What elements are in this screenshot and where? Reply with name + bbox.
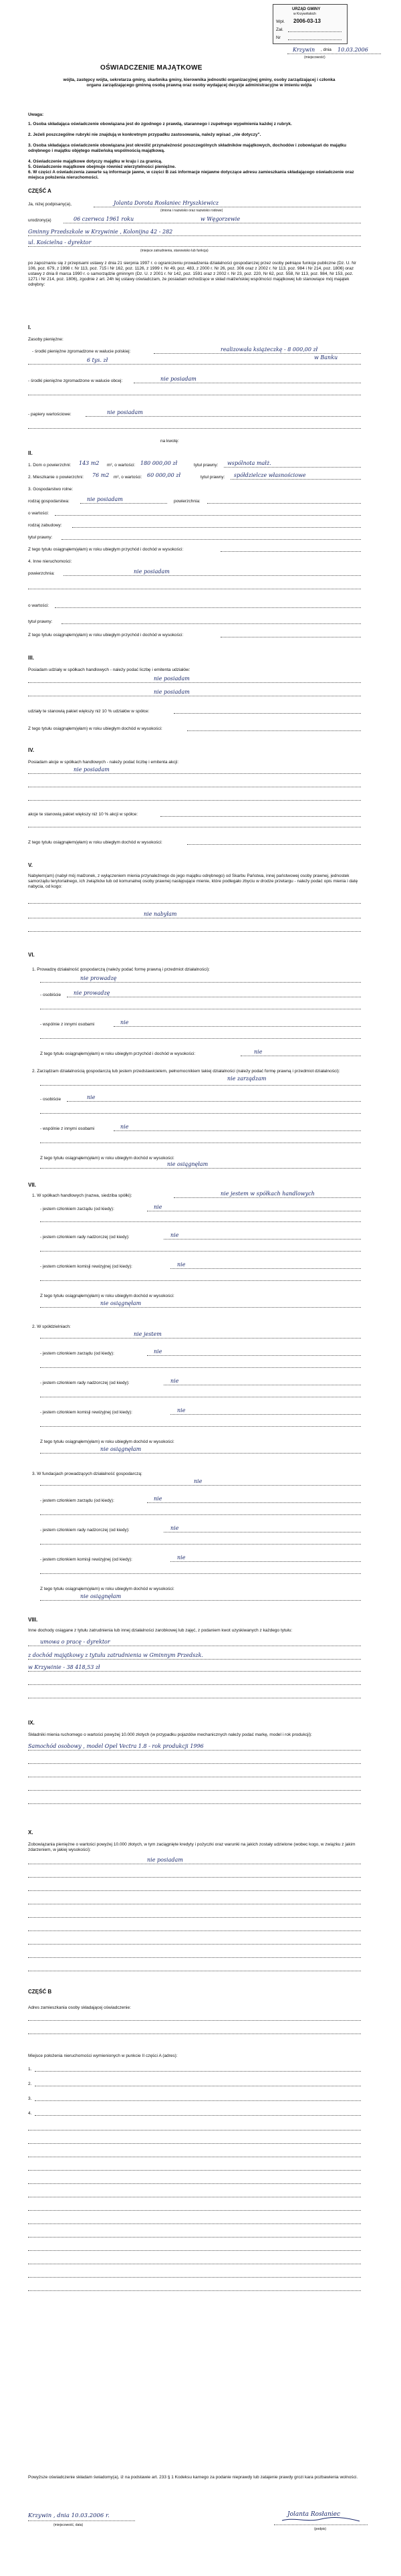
coops-audit-value: nie — [177, 1407, 186, 1413]
flat-value: 60 000,00 zł — [147, 472, 181, 478]
companies-income-label: Z tego tytułu osiągnąłem(ęłam) w roku ubiegłym dochód w wysokości: — [40, 1294, 174, 1298]
management-income-label: Z tego tytułu osiągnąłem(ęłam) w roku ubiegłym dochód w wysokości: — [40, 1156, 174, 1161]
foundations-audit-label: - jestem członkiem komisji rewizyjnej (od kiedy): — [40, 1557, 132, 1562]
coops-income-label: Z tego tytułu osiągnąłem(ęłam) w roku ubiegłym dochód w wysokości: — [40, 1440, 174, 1444]
farm-type-value: nie posiadam — [87, 496, 123, 502]
coops-audit-label: - jestem członkiem komisji rewizyjnej (od kiedy): — [40, 1410, 132, 1415]
stamp-received-label: Wpł. — [276, 19, 285, 24]
management-joint-label: - wspólnie z innymi osobami — [40, 1126, 95, 1131]
workplace-line-1: Gminny Przedszkole w Krzywinie , Kolonijna 42 - 282 — [28, 229, 173, 235]
liabilities-value: nie posiadam — [147, 1857, 183, 1863]
note-2: 2. Jeżeli poszczególne rubryki nie znajdują w konkretnym przypadku zastosowania, należy wpisać „nie dotyczy". — [28, 132, 261, 137]
house-value: 180 000,00 zł — [140, 460, 178, 466]
other-income-label: Z tego tytułu osiągnąłem(ęłam) w roku ubiegłym przychód i dochód w wysokości: — [28, 633, 184, 637]
section-8-title: VIII. — [28, 1617, 38, 1623]
cash-foreign-label: - środki pieniężne zgromadzone w walucie obcej: — [28, 379, 123, 383]
management-personal-label: - osobiście — [40, 1097, 61, 1102]
companies-audit-label: - jestem członkiem komisji rewizyjnej (od kiedy): — [40, 1264, 132, 1269]
cash-pln-value: realizowała książeczkę - 8 000,00 zł — [221, 346, 318, 353]
stamp-town: w Krzywińskich — [293, 12, 316, 16]
other-title-label: tytuł prawny: — [28, 619, 53, 624]
coops-label: 2. W spółdzielniach: — [32, 1324, 71, 1329]
stamp-received-date: 2006-03-13 — [293, 18, 321, 24]
business-value: nie prowadzę — [80, 975, 117, 981]
farm-type-label: rodzaj gospodarstwa: — [28, 499, 70, 504]
coops-value: nie jestem — [134, 1331, 162, 1337]
foundations-board-label: - jestem członkiem zarządu (od kiedy): — [40, 1498, 114, 1503]
footer-place-date: Krzywin , dnia 10.03.2006 r. — [28, 2512, 110, 2519]
farm-worth-label: o wartości: — [28, 511, 49, 516]
birth-place: w Węgorzewie — [200, 216, 241, 222]
location-1: 1. — [28, 2067, 32, 2072]
movables-text: Składniki mienia ruchomego o wartości powyżej 10.000 złotych (w przypadku pojazdów mechanicznych należy podać markę, model i rok produkcji): — [28, 1732, 312, 1737]
acquired-property-text: Nabyłem(am) (nabył mój małżonek, z wyłączeniem mienia przynależnego do jego majątku odrębnego) od Skarbu Państwa, innej państwowej osoby prawnej, jednostek samorządu terytorialnego, ich związków lub od komunalnej osoby prawnej następujące mienie, które podlegało zbyciu w drodze przetargu - należy podać opis mienia i datę nabycia, od kogo: — [28, 874, 358, 889]
foundations-value: nie — [194, 1478, 203, 1484]
section-9-title: IX. — [28, 1720, 35, 1726]
note-5: 5. Oświadczenie majątkowe obejmuje również wierzytelności pieniężne. — [28, 165, 176, 169]
companies-value: nie jestem w spółkach handlowych — [221, 1191, 315, 1197]
registry-stamp — [273, 4, 348, 44]
legal-basis: po zapoznaniu się z przepisami ustawy z dnia 21 sierpnia 1997 r. o ograniczeniu prowadzenia działalności gospodarczej przez osoby pełniące funkcje publiczne (Dz. U. Nr 106, poz. 679, z 1998 r. Nr 113, poz. 715 i Nr 162, poz. 1126, z 1999 r. Nr 49, poz. 483, z 2000 r. Nr 26, poz. 306 oraz z 2002 r. Nr 113, poz. 984 i Nr 214, poz. 1806) oraz ustawy z dnia 8 marca 1990 r. o samorządzie gminnym (Dz. U. z 2001 r. Nr 142, poz. 1591 oraz z 2002 r. Nr 23, poz. 220, Nr 62, poz. 558, Nr 113, poz. 984, Nr 153, poz. 1271 i Nr 214, poz. 1806), zgodnie z art. 24h tej ustawy oświadczam, że posiadam wchodzące w skład małżeńskiej wspólności majątkowej lub stanowiące mój majątek odrębny: — [28, 261, 357, 287]
companies-board-value: nie — [154, 1204, 162, 1210]
section-3-title: III. — [28, 655, 34, 661]
liabilities-text: Zobowiązania pieniężne o wartości powyżej 10.000 złotych, w tym zaciągnięte kredyty i pożyczki oraz warunki na jakich zostały udzielone (wobec kogo, w związku z jakim zdarzeniem, w jakiej wysokości): — [28, 1842, 356, 1852]
coops-income-value: nie osiągnęłam — [100, 1446, 142, 1452]
business-joint-value: nie — [120, 1019, 129, 1025]
birth-date: 06 czerwca 1961 roku — [74, 216, 134, 222]
part-b-title: CZĘŚĆ B — [28, 1989, 52, 1995]
amount-label: na kwotę: — [160, 439, 179, 443]
notes-title: Uwaga: — [28, 112, 44, 117]
section-4-title: IV. — [28, 747, 35, 753]
farm-income-label: Z tego tytułu osiągnąłem(ęłam) w roku ubiegłym przychód i dochód w wysokości: — [28, 547, 184, 552]
flat-value-label: m², o wartości: — [114, 475, 142, 480]
section-2-title: II. — [28, 450, 33, 456]
birth-label: urodzony(a) — [28, 218, 51, 223]
section-6-title: VI. — [28, 952, 35, 958]
note-4: 4. Oświadczenie majątkowe dotyczy majątku w kraju i za granicą. — [28, 159, 162, 164]
cash-pln-value-3: w Banku — [314, 355, 338, 361]
stocks-income-label: Z tego tytułu osiągnąłem(ęłam) w roku ubiegłym dochód w wysokości: — [28, 840, 162, 845]
workplace-caption: (miejsce zatrudnienia, stanowisko lub funkcja) — [140, 249, 209, 253]
coops-board-value: nie — [154, 1349, 162, 1355]
companies-board-label: - jestem członkiem zarządu (od kiedy): — [40, 1207, 114, 1211]
shares-label: Posiadam udziały w spółkach handlowych - należy podać liczbę i emitenta udziałów: — [28, 668, 190, 672]
companies-label: 1. W spółkach handlowych (nazwa, siedziba spółki): — [32, 1193, 132, 1198]
coops-board-label: - jestem członkiem zarządu (od kiedy): — [40, 1351, 114, 1356]
footer-statement: Powyższe oświadczenie składam świadomy(a), iż na podstawie art. 233 § 1 Kodeksu karnego za podanie nieprawdy lub zatajenie prawdy grozi kara pozbawienia wolności. — [28, 2475, 358, 2480]
management-label: 2. Zarządzam działalnością gospodarczą lub jestem przedstawicielem, pełnomocnikiem takiej działalności (należy podać formę prawną i przedmiot działalności): — [32, 1069, 340, 1074]
shares-value: nie posiadam — [154, 676, 190, 682]
business-label: 1. Prowadzę działalność gospodarczą (należy podać formę prawną i przedmiot działalności): — [32, 967, 210, 972]
management-value: nie zarządzam — [227, 1076, 267, 1082]
house-title-value: wspólnota małż. — [227, 460, 271, 466]
securities-label: - papiery wartościowe: — [28, 412, 72, 417]
house-value-label: m², o wartości: — [107, 463, 136, 468]
shares-income-label: Z tego tytułu osiągnąłem(ęłam) w roku ubiegłym dochód w wysokości: — [28, 726, 162, 731]
cash-foreign-value: nie posiadam — [160, 376, 196, 382]
footer-signature-caption: (podpis) — [314, 2527, 327, 2531]
other-area-label: powierzchnia: — [28, 571, 55, 576]
house-title-label: tytuł prawny: — [194, 463, 219, 468]
stocks-label: Posiadam akcje w spółkach handlowych - należy podać liczbę i emitenta akcji: — [28, 760, 179, 765]
declarant-name: Jolanta Dorota Rosłaniec Hryszkiewicz — [114, 200, 219, 206]
foundations-income-label: Z tego tytułu osiągnąłem(ęłam) w roku ubiegłym dochód w wysokości: — [40, 1587, 174, 1591]
note-1: 1. Osoba składająca oświadczenie obowiązana jest do zgodnego z prawdą, starannego i zupełnego wypełnienia każdej z rubryk. — [28, 122, 292, 126]
securities-value: nie posiadam — [107, 409, 143, 415]
companies-audit-value: nie — [177, 1262, 186, 1268]
business-income-value: nie — [254, 1049, 263, 1055]
declarant-caption: (imiona i nazwisko oraz nazwisko rodowe) — [160, 209, 223, 213]
footer-place-caption: (miejscowość, data) — [53, 2523, 84, 2527]
cash-pln-value-2: 6 tys. zł — [87, 357, 108, 363]
other-income-value-1: umowa o pracę - dyrektor — [40, 1639, 110, 1645]
location-3: 3. — [28, 2096, 32, 2101]
other-worth-label: o wartości: — [28, 603, 49, 608]
footer-signature: Jolanta Rosłaniec — [287, 2511, 341, 2518]
other-income-text: Inne dochody osiągane z tytułu zatrudnienia lub innej działalności zarobkowej lub zajęć, z podaniem kwot uzyskiwanych z każdego tytułu: — [28, 1628, 293, 1633]
other-income-value-3: w Krzywinie - 38 418,53 zł — [28, 1664, 100, 1670]
foundations-income-value: nie osiągnęłam — [80, 1593, 122, 1599]
management-income-value: nie osiągnęłam — [167, 1161, 209, 1167]
cash-heading: Zasoby pieniężne: — [28, 337, 63, 342]
residence-label: Adres zamieszkania osoby składającej oświadczenie: — [28, 2005, 131, 2010]
farm-buildings-label: rodzaj zabudowy: — [28, 523, 62, 528]
header-place: Krzywin — [293, 47, 315, 53]
companies-supervisory-label: - jestem członkiem rady nadzorczej (od kiedy): — [40, 1235, 130, 1240]
declaration-document: URZĄD GMINY w Krzywińskich Wpł. 2006-03-13 Zał. Nr Krzywin , dnia 10.03.2006 (miejscowość) OŚWIADCZENIE MAJĄTKOWE wójta, zastępcy wójta, sekretarza gminy, skarbnika gminy, kierownika jednostki organizacyjnej gminy, osoby zarządzającej i członka organu zarządzającego gminną osobą prawną oraz osoby wydającej decyzje administracyjne w imieniu wójta Uwaga: 1. Osoba składająca oświadczenie obowiązana jest do zgodnego z prawdą, starannego i zupełnego wypełnienia każdej z rubryk. 2. Jeżeli poszczególne rubryki nie znajdują w konkretnym przypadku zastosowania, należy wpisać „nie dotyczy". 3. Osoba składająca oświadczenie obowiązana jest określić przynależność poszczególnych składników majątkowych, dochodów i zobowiązań do majątku odrębnego i majątku objętego małżeńską wspólnością majątkową. 4. Oświadczenie majątkowe dotyczy majątku w kraju i za granicą. 5. Oświadczenie majątkowe obejmuje również wierzytelności pieniężne. 6. W części A oświadczenia zawarte są informacje jawne, w części B zaś informacje niejawne dotyczące adresu zamieszkania składającego oświadczenie oraz miejsca położenia nieruchomości. CZĘŚĆ A Ja, niżej podpisany(a), Jolanta Dorota Rosłaniec Hryszkiewicz (imiona i nazwisko oraz nazwisko rodowe) urodzony(a) 06 czerwca 1961 roku w Węgorzewie Gminny Przedszkole w Krzywinie , Kolonijna 42 - 282 ul. Kościelna - dyrektor (miejsce zatrudnienia, stanowisko lub funkcja) po zapoznaniu się z przepisami ustawy z dnia 21 sierpnia 1997 r. o ograniczeniu prowadzenia działalności gospodarczej przez osoby pełniące funkcje publiczne (Dz. U. Nr 106, poz. 679, z 1998 r. Nr 113, poz. 715 i Nr 162, poz. 1126, z 1999 r. Nr 49, poz. 483, z 2000 r. Nr 26, poz. 306 oraz z 2002 r. Nr 113, poz. 984 i Nr 214, poz. 1806) oraz ustawy z dnia 8 marca 1990 r. o samorządzie gminnym (Dz. U. z 2001 r. Nr 142, poz. 1591 oraz z 2002 r. Nr 23, poz. 220, Nr 62, poz. 558, Nr 113, poz. 984, Nr 153, poz. 1271 i Nr 214, poz. 1806), zgodnie z art. 24h tej ustawy oświadczam, że posiadam wchodzące w skład małżeńskiej wspólności majątkowej lub stanowiące mój majątek odrębny: I. Zasoby pieniężne: - środki pieniężne zgromadzone w walucie polskiej: realizowała książeczkę - 8 000,00 zł 6 tys. zł w Banku - środki pieniężne zgromadzone w walucie obcej: nie posiadam - papiery wartościowe: nie posiadam na kwotę: II. 1. Dom o powierzchni: 143 m2 m², o wartości: 180 000,00 zł tytuł prawny: wspólnota małż. 2. Mieszkanie o powierzchni: 76 m2 m², o wartości: 60 000,00 zł tytuł prawny: spółdzielcze własnościowe 3. Gospodarstwo rolne: rodzaj gospodarstwa: nie posiadam powierzchnia: o wartości: rodzaj zabudowy: tytuł prawny: Z tego tytułu osiągnąłem(ęłam) w roku ubiegłym przychód i dochód w wysokości: 4. Inne nieruchomości: powierzchnia: nie posiadam o wartości: tytuł prawny: Z tego tytułu osiągnąłem(ęłam) w roku ubiegłym przychód i dochód w wysokości: III. Posiadam udziały w spółkach handlowych - należy podać liczbę i emitenta udziałów: nie posiadam nie posiadam udziały te stanowią pakiet większy niż 10 % udziałów w spółce: Z tego tytułu osiągnąłem(ęłam) w roku ubiegłym dochód w wysokości: IV. Posiadam akcje w spółkach handlowych - należy podać liczbę i emitenta akcji: nie posiadam akcje te stanowią pakiet większy niż 10 % akcji w spółce: Z tego tytułu osiągnąłem(ęłam) w roku ubiegłym dochód w wysokości: V. Nabyłem(am) (nabył mój małżonek, z wyłączeniem mienia przynależnego do jego majątku odrębnego) od Skarbu Państwa, innej państwowej osoby prawnej, jednostek samorządu terytorialnego, ich związków lub od komunalnej osoby prawnej następujące mienie, które podlegało zbyciu w drodze przetargu - należy podać opis mienia i datę nabycia, od kogo: nie nabyłam VI. 1. Prowadzę działalność gospodarczą (należy podać formę prawną i przedmiot działalności): nie prowadzę - osobiście nie prowadzę - wspólnie z innymi osobami nie Z tego tytułu osiągnąłem(ęłam) w roku ubiegłym przychód i dochód w wysokości: nie 2. Zarządzam działalnością gospodarczą lub jestem przedstawicielem, pełnomocnikiem takiej działalności (należy podać formę prawną i przedmiot działalności): nie zarządzam - osobiście nie - wspólnie z innymi osobami nie Z tego tytułu osiągnąłem(ęłam) w roku ubiegłym dochód w wysokości: nie osiągnęłam VII. 1. W spółkach handlowych (nazwa, siedziba spółki): nie jestem w spółkach handlowych - jestem członkiem zarządu (od kiedy): nie - jestem członkiem rady nadzorczej (od kiedy): nie - jestem członkiem komisji rewizyjnej (od kiedy): nie Z tego tytułu osiągnąłem(ęłam) w roku ubiegłym dochód w wysokości: nie osiągnęłam 2. W spółdzielniach: nie jestem - jestem członkiem zarządu (od kiedy): nie - jestem członkiem rady nadzorczej (od kiedy): nie - jestem członkiem komisji rewizyjnej (od kiedy): nie Z tego tytułu osiągnąłem(ęłam) w roku ubiegłym dochód w wysokości: nie osiągnęłam 3. W fundacjach prowadzących działalność gospodarczą: nie - jestem członkiem zarządu (od kiedy): nie - jestem członkiem rady nadzorczej (od kiedy): nie - jestem członkiem komisji rewizyjnej (od kiedy): nie Z tego tytułu osiągnąłem(ęłam) w roku ubiegłym dochód w wysokości: nie osiągnęłam VIII. Inne dochody osiągane z tytułu zatrudnienia lub innej działalności zarobkowej lub zajęć, z podaniem kwot uzyskiwanych z każdego tytułu: umowa o pracę - dyrektor z dochód majątkowy z tytułu zatrudnienia w Gminnym Przedszk. w Krzywinie - 38 418,53 zł IX. Składniki mienia ruchomego o wartości powyżej 10.000 złotych (w przypadku pojazdów mechanicznych należy podać markę, model i rok produkcji): Samochód osobowy , model Opel Vectra 1.8 - rok produkcji 1996 X. Zobowiązania pieniężne o wartości powyżej 10.000 złotych, w tym zaciągnięte kredyty i pożyczki oraz warunki na jakich zostały udzielone (wobec kogo, w związku z jakim zdarzeniem, w jakiej wysokości): nie posiadam CZĘŚĆ B Adres zamieszkania osoby składającej oświadczenie: Miejsce położenia nieruchomości wymienionych w punkcie II części A (adres): 1. 2. 3. 4. Powyższe oświadczenie składam świadomy(a), iż na podstawie art. 233 § 1 Kodeksu karnego za podanie nieprawdy lub zatajenie prawdy grozi kara pozbawienia wolności. Krzywin , dnia 10.03.2006 r. (miejscowość, data) Jolanta Rosłaniec (podpis) — [0, 0, 401, 2576]
section-5-title: V. — [28, 862, 33, 868]
farm-area-label: powierzchnia: — [174, 499, 200, 504]
part-a-title: CZĘŚĆ A — [28, 188, 51, 194]
declarant-label: Ja, niżej podpisany(a), — [28, 202, 72, 207]
property-location-label: Miejsce położenia nieruchomości wymienionych w punkcie II części A (adres): — [28, 2054, 178, 2058]
workplace-line-2: ul. Kościelna - dyrektor — [28, 239, 92, 245]
other-income-value-2: z dochód majątkowy z tytułu zatrudnienia w Gminnym Przedszk. — [28, 1652, 203, 1658]
location-2: 2. — [28, 2082, 32, 2086]
companies-supervisory-value: nie — [170, 1232, 179, 1238]
foundations-supervisory-label: - jestem członkiem rady nadzorczej (od kiedy): — [40, 1528, 130, 1532]
shares-packet-label: udziały te stanowią pakiet większy niż 10 % udziałów w spółce: — [28, 709, 150, 714]
movables-value: Samochód osobowy , model Opel Vectra 1.8 - rok produkcji 1996 — [28, 1743, 204, 1749]
foundations-supervisory-value: nie — [170, 1525, 179, 1531]
business-joint-label: - wspólnie z innymi osobami — [40, 1022, 95, 1027]
foundations-audit-value: nie — [177, 1555, 186, 1561]
stamp-number-label: Nr — [276, 35, 281, 40]
business-income-label: Z tego tytułu osiągnąłem(ęłam) w roku ubiegłym przychód i dochód w wysokości: — [40, 1052, 196, 1056]
management-joint-value: nie — [120, 1124, 129, 1130]
stamp-attachments-label: Zał. — [276, 27, 283, 32]
location-4: 4. — [28, 2111, 32, 2116]
foundations-board-value: nie — [154, 1496, 162, 1502]
note-6: 6. W części A oświadczenia zawarte są informacje jawne, w części B zaś informacje niejawne dotyczące adresu zamieszkania składającego oświadczenie oraz miejsca położenia nieruchomości. — [28, 170, 354, 180]
acquired-property-value: nie nabyłam — [144, 911, 177, 917]
other-property-label: 4. Inne nieruchomości: — [28, 559, 72, 564]
coops-supervisory-value: nie — [170, 1378, 179, 1384]
foundations-label: 3. W fundacjach prowadzących działalność gospodarczą: — [32, 1472, 142, 1476]
flat-title-label: tytuł prawny: — [200, 475, 225, 480]
signature-flourish — [281, 2516, 361, 2523]
stocks-packet-label: akcje te stanowią pakiet większy niż 10 % akcji w spółce: — [28, 812, 138, 817]
business-personal-label: - osobiście — [40, 993, 61, 997]
house-area: 143 m2 — [79, 460, 100, 466]
shares-value-2: nie posiadam — [154, 689, 190, 695]
flat-title-value: spółdzielcze własnościowe — [234, 472, 306, 478]
page-title: OŚWIADCZENIE MAJĄTKOWE — [100, 64, 203, 72]
cash-pln-label: - środki pieniężne zgromadzone w walucie polskiej: — [32, 349, 131, 354]
section-10-title: X. — [28, 1829, 33, 1836]
header-place-caption: (miejscowość) — [304, 56, 325, 60]
farm-label: 3. Gospodarstwo rolne: — [28, 487, 74, 492]
section-1-title: I. — [28, 324, 31, 330]
page-subtitle: wójta, zastępcy wójta, sekretarza gminy, skarbnika gminy, kierownika jednostki organizacyjnej gminy, osoby zarządzającej i członka organu zarządzającego gminną osobą prawną oraz osoby wydającej decyzje administracyjne w imieniu wójta — [63, 78, 336, 88]
stamp-office: URZĄD GMINY — [292, 7, 321, 11]
house-label: 1. Dom o powierzchni: — [28, 463, 72, 468]
farm-title-label: tytuł prawny: — [28, 535, 53, 540]
section-7-title: VII. — [28, 1182, 37, 1188]
business-personal-value: nie prowadzę — [74, 990, 110, 996]
coops-supervisory-label: - jestem członkiem rady nadzorczej (od kiedy): — [40, 1381, 130, 1385]
other-area-value: nie posiadam — [134, 569, 170, 575]
flat-area: 76 m2 — [92, 472, 110, 478]
management-personal-value: nie — [87, 1094, 96, 1100]
flat-label: 2. Mieszkanie o powierzchni: — [28, 475, 84, 480]
header-date: 10.03.2006 — [338, 47, 368, 53]
stocks-value: nie posiadam — [74, 767, 110, 773]
companies-income-value: nie osiągnęłam — [100, 1300, 142, 1306]
note-3: 3. Osoba składająca oświadczenie obowiązana jest określić przynależność poszczególnych składników majątkowych, dochodów i zobowiązań do majątku odrębnego i majątku objętego małżeńską wspólnością majątkową. — [28, 143, 347, 153]
